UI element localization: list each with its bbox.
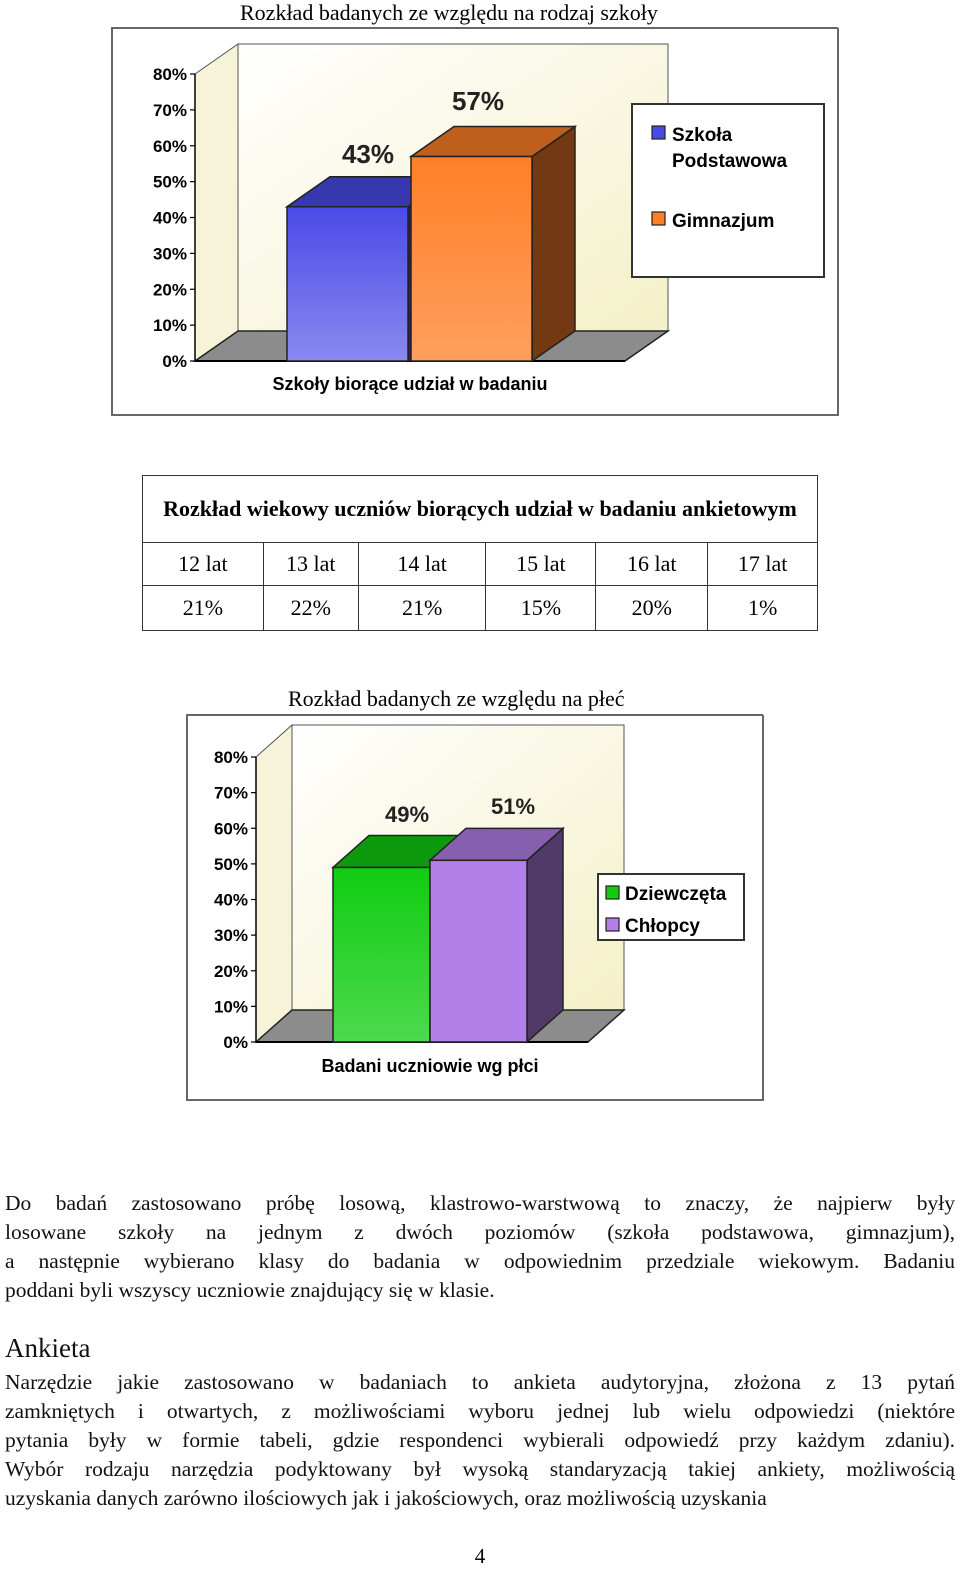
method-paragraph xyxy=(5,1189,955,1305)
y-tick-label: 0% xyxy=(223,1033,248,1052)
legend-label: Gimnazjum xyxy=(672,211,775,232)
y-tick-label: 40% xyxy=(152,208,187,228)
text-line: Wybór rodzaju narzędzia podyktowany był wysoką standaryzacją takiej ankiety, możliwością xyxy=(5,1457,955,1481)
side-wall xyxy=(256,725,292,1042)
bar-side xyxy=(532,127,575,361)
chart-gender xyxy=(0,700,960,1110)
page-number: 4 xyxy=(474,1544,486,1568)
legend-label: Podstawowa xyxy=(672,151,788,172)
chart2-title: Rozkład badanych ze względu na płeć xyxy=(288,686,625,711)
bar-side xyxy=(527,828,563,1042)
legend-label: Szkoła xyxy=(672,125,733,146)
data-label: 51% xyxy=(490,794,536,819)
y-tick-label: 70% xyxy=(213,783,248,803)
legend-swatch xyxy=(652,212,665,225)
x-axis-label: Badani uczniowie wg płci xyxy=(321,1056,539,1076)
data-label: 43% xyxy=(341,139,395,169)
age-header-cell: 12 lat xyxy=(143,543,264,586)
legend-swatch xyxy=(652,126,665,139)
bar-front xyxy=(430,860,527,1042)
age-header-cell: 17 lat xyxy=(708,543,818,586)
text-line: poddani byli wszyscy uczniowie znajdujący się w klasie. xyxy=(5,1278,495,1302)
text-line: losowane szkoły na jednym z dwóch poziomów (szkoła podstawowa, gimnazjum), xyxy=(5,1220,955,1244)
age-table-title: Rozkład wiekowy uczniów biorących udział w badaniu ankietowym xyxy=(143,476,818,543)
age-value-cell: 20% xyxy=(596,586,708,631)
text-line: Do badań zastosowano próbę losową, klastrowo-warstwową to znaczy, że najpierw były xyxy=(5,1191,955,1215)
age-value-cell: 22% xyxy=(263,586,358,631)
text-line: zamkniętych i otwartych, z możliwościami wyboru jednej lub wielu odpowiedzi (niektóre xyxy=(5,1399,955,1423)
age-value-cell: 15% xyxy=(486,586,596,631)
chart-school-type xyxy=(0,0,960,430)
y-tick-label: 60% xyxy=(152,136,187,156)
y-tick-label: 50% xyxy=(152,172,187,192)
age-header-cell: 15 lat xyxy=(486,543,596,586)
age-distribution-table xyxy=(142,475,818,631)
legend-label: Chłopcy xyxy=(625,916,700,937)
age-value-cell: 21% xyxy=(143,586,264,631)
age-value-cell: 21% xyxy=(358,586,486,631)
legend-swatch xyxy=(606,886,619,899)
age-header-cell: 13 lat xyxy=(263,543,358,586)
side-wall xyxy=(195,44,238,361)
bar-front xyxy=(411,157,532,361)
x-axis-label: Szkoły biorące udział w badaniu xyxy=(272,374,548,394)
bar-front xyxy=(333,867,430,1042)
y-tick-label: 30% xyxy=(152,244,187,264)
y-tick-label: 70% xyxy=(152,100,187,120)
age-value-cell: 1% xyxy=(708,586,818,631)
y-tick-label: 20% xyxy=(152,280,187,300)
chart1-title: Rozkład badanych ze względu na rodzaj szkoły xyxy=(240,0,658,25)
data-label: 57% xyxy=(451,86,505,116)
age-value-row xyxy=(143,586,818,631)
age-header-cell: 16 lat xyxy=(596,543,708,586)
y-tick-label: 30% xyxy=(213,926,248,946)
survey-paragraph xyxy=(5,1368,955,1513)
y-tick-label: 50% xyxy=(213,854,248,874)
y-tick-label: 10% xyxy=(152,316,187,336)
legend-swatch xyxy=(606,918,619,931)
y-tick-label: 60% xyxy=(213,819,248,839)
age-header-cell: 14 lat xyxy=(358,543,486,586)
text-line: Narzędzie jakie zastosowano w badaniach to ankieta audytoryjna, złożona z 13 pytań xyxy=(5,1370,955,1394)
y-tick-label: 10% xyxy=(213,997,248,1017)
legend-label: Dziewczęta xyxy=(625,884,727,905)
y-tick-label: 80% xyxy=(152,65,187,84)
text-line: pytania były w formie tabeli, gdzie respondenci wybierali odpowiedź przy każdym zdaniu). xyxy=(5,1428,955,1452)
y-tick-label: 40% xyxy=(213,890,248,910)
bar-front xyxy=(287,207,408,361)
data-label: 49% xyxy=(384,802,430,827)
y-tick-label: 20% xyxy=(213,961,248,981)
text-line: a następnie wybierano klasy do badania w odpowiednim przedziale wiekowym. Badaniu xyxy=(5,1249,955,1273)
y-tick-label: 0% xyxy=(162,352,187,371)
section-heading-ankieta: Ankieta xyxy=(5,1333,91,1363)
text-line: uzyskania danych zarówno ilościowych jak i jakościowych, oraz możliwością uzyskania xyxy=(5,1486,767,1510)
y-tick-label: 80% xyxy=(213,748,248,767)
age-header-row xyxy=(143,543,818,586)
